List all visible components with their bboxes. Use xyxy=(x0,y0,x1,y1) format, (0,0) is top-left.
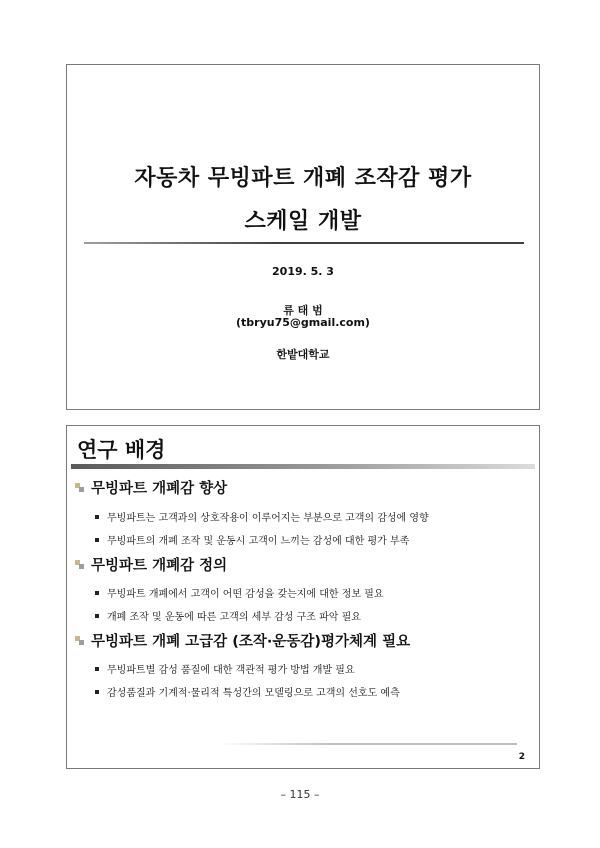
section-heading-text: 무빙파트 개폐 고급감 (조작·운동감)평가체계 필요 xyxy=(91,634,411,650)
square-bullet-icon xyxy=(75,636,84,645)
bullet-item xyxy=(95,585,384,600)
slide-title-line2: 스케일 개발 xyxy=(244,209,362,234)
section-heading-text: 무빙파트 개폐감 정의 xyxy=(91,558,228,574)
bullet-icon xyxy=(95,614,99,618)
section-heading-text: 무빙파트 개폐감 향상 xyxy=(91,481,228,497)
presentation-date: 2019. 5. 3 xyxy=(272,265,334,278)
affiliation: 한밭대학교 xyxy=(276,348,330,361)
slide-number: 2 xyxy=(518,752,525,762)
section-heading xyxy=(75,630,410,651)
bullet-icon xyxy=(95,591,99,595)
bullet-item xyxy=(95,509,429,524)
bullet-item xyxy=(95,661,355,676)
section-heading xyxy=(75,554,227,575)
bullet-item xyxy=(95,608,361,623)
slide-heading: 연구 배경 xyxy=(77,438,166,462)
bullet-icon xyxy=(95,667,99,671)
bullet-icon xyxy=(95,538,99,542)
bullet-text: 감성품질과 기계적·물리적 특성간의 모델링으로 고객의 선호도 예측 xyxy=(107,688,400,699)
bullet-icon xyxy=(95,515,99,519)
author-name: 류 태 범 xyxy=(283,304,323,317)
bullet-icon xyxy=(95,690,99,694)
bullet-item xyxy=(95,532,409,547)
square-bullet-icon xyxy=(75,483,84,492)
footer-divider xyxy=(217,743,517,745)
bullet-text: 무빙파트는 고객과의 상호작용이 이루어지는 부분으로 고객의 감성에 영향 xyxy=(107,513,429,524)
slide-title-line1: 자동차 무빙파트 개폐 조작감 평가 xyxy=(134,166,472,191)
section-heading xyxy=(75,477,227,498)
content-slide xyxy=(66,425,540,769)
bullet-text: 무빙파트 개폐에서 고객이 어떤 감성을 갖는지에 대한 정보 필요 xyxy=(107,589,384,600)
title-slide xyxy=(66,64,540,410)
bullet-text: 무빙파트별 감성 품질에 대한 객관적 평가 방법 개발 필요 xyxy=(107,665,355,676)
bullet-text: 개폐 조작 및 운동에 따른 고객의 세부 감성 구조 파악 필요 xyxy=(107,612,361,623)
page-number: – 115 – xyxy=(280,788,320,801)
square-bullet-icon xyxy=(75,560,84,569)
bullet-text: 무빙파트의 개폐 조작 및 운동시 고객이 느끼는 감성에 대한 평가 부족 xyxy=(107,536,410,547)
author-email: (tbryu75@gmail.com) xyxy=(236,316,370,329)
bullet-item xyxy=(95,684,400,699)
title-divider xyxy=(84,242,524,244)
heading-divider xyxy=(71,464,535,469)
